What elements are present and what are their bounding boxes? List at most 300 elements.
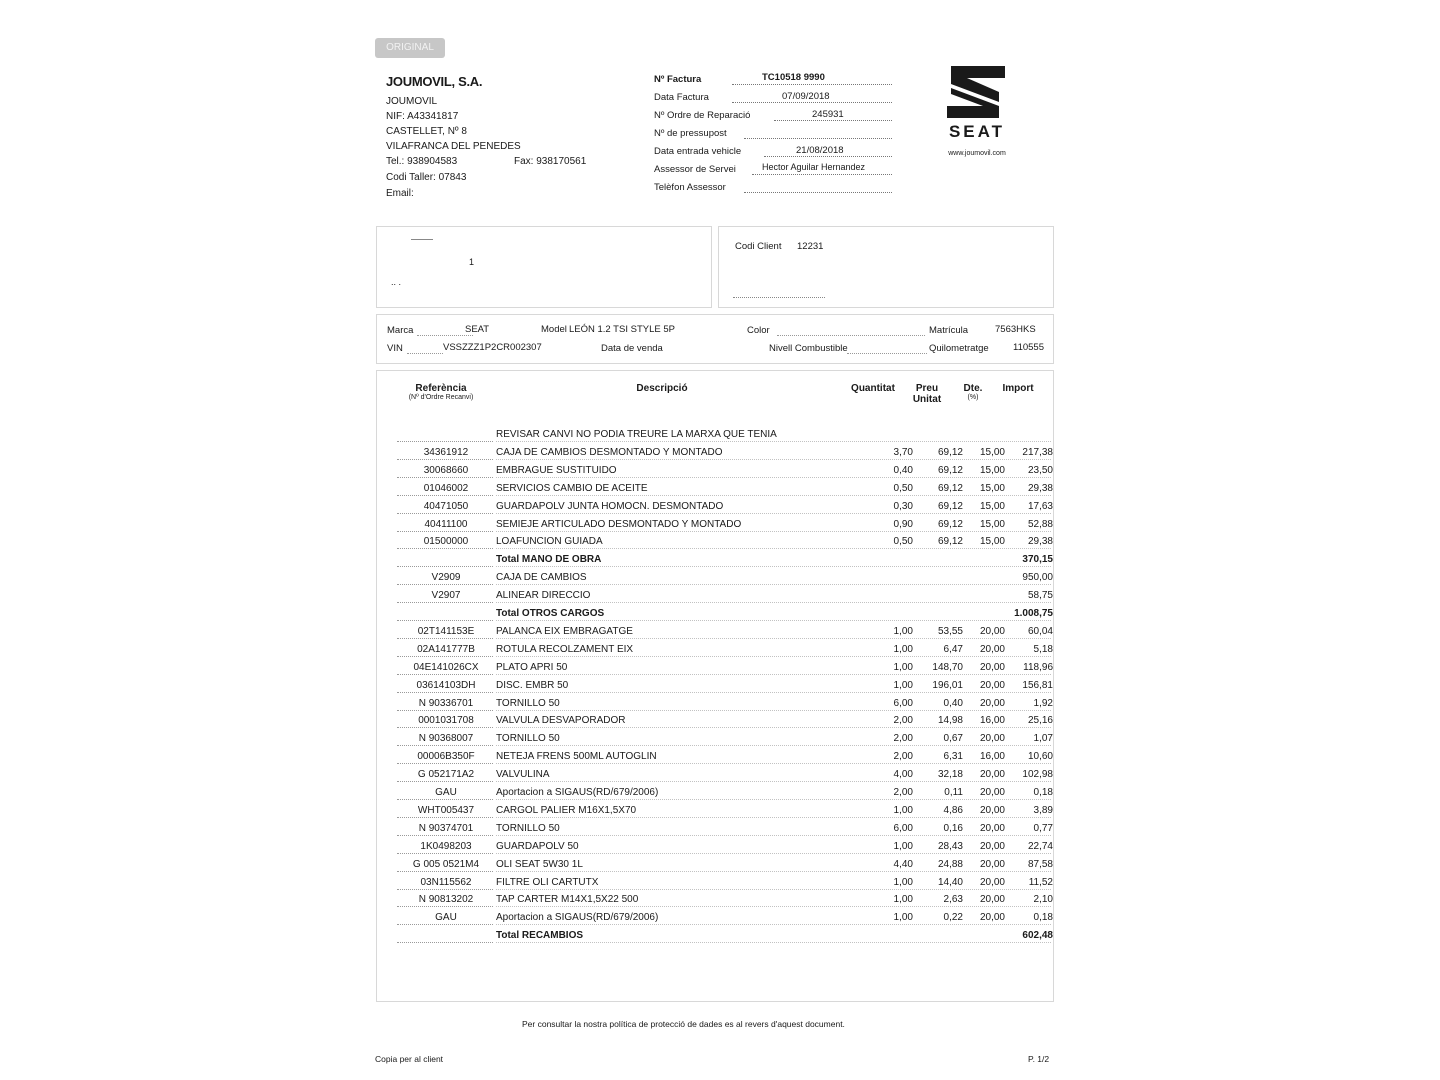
item-amount: 11,52 <box>1028 876 1053 888</box>
item-discount: 20,00 <box>979 643 1005 655</box>
meta-label: Telèfon Assessor <box>654 182 726 193</box>
col-header-reference-label: Referència <box>415 383 467 394</box>
line-items-table <box>376 370 1054 1002</box>
item-amount: 60,04 <box>1027 625 1053 637</box>
privacy-note: Per consultar la nostra política de protecció de dades es al revers d'aquest document. <box>522 1019 845 1029</box>
item-quantity: 1,00 <box>893 912 913 924</box>
item-description: PLATO APRI 50 <box>496 661 568 673</box>
row-divider-right <box>496 853 1051 854</box>
meta-dots <box>764 156 892 157</box>
row-divider-right <box>496 817 1051 818</box>
item-unit-price: 69,12 <box>937 536 963 548</box>
item-description: TAP CARTER M14X1,5X22 500 <box>496 894 639 906</box>
item-reference: 03614103DH <box>416 679 476 691</box>
item-unit-price: 69,12 <box>937 482 963 494</box>
row-divider-right <box>496 745 1051 746</box>
item-quantity: 1,00 <box>893 661 913 673</box>
item-description: CAJA DE CAMBIOS DESMONTADO Y MONTADO <box>496 446 723 458</box>
item-reference: V2907 <box>431 590 461 602</box>
item-description: Total MANO DE OBRA <box>496 554 602 566</box>
table-row <box>391 875 1057 893</box>
item-reference: 02T141153E <box>417 625 475 637</box>
item-reference: 02A141777B <box>417 643 475 655</box>
row-divider-left <box>397 817 493 818</box>
vehicle-mileage-label: Quilometratge <box>929 343 989 354</box>
item-description: CARGOL PALIER M16X1,5X70 <box>496 804 637 816</box>
vehicle-box <box>376 314 1054 364</box>
item-unit-price: 28,43 <box>937 840 963 852</box>
row-divider-right <box>496 710 1051 711</box>
item-quantity: 0,50 <box>893 536 913 548</box>
item-amount: 3,89 <box>1033 804 1053 816</box>
item-reference: G 052171A2 <box>417 769 475 781</box>
client-address-box: 1 .. . <box>376 226 712 308</box>
item-quantity: 2,00 <box>893 715 913 727</box>
row-divider-right <box>496 441 1051 442</box>
item-discount: 20,00 <box>979 787 1005 798</box>
item-quantity: 1,00 <box>893 804 913 816</box>
row-divider-right <box>496 531 1051 532</box>
row-divider-left <box>397 710 493 711</box>
item-quantity: 1,00 <box>893 876 913 888</box>
item-description: LOAFUNCION GUIADA <box>496 536 603 548</box>
item-unit-price: 0,16 <box>943 822 963 834</box>
item-discount: 15,00 <box>979 482 1005 494</box>
item-description: VALVULA DESVAPORADOR <box>496 715 626 727</box>
item-unit-price: 4,86 <box>943 804 963 816</box>
item-discount: 20,00 <box>979 679 1005 691</box>
col-header-discount-label: Dte. <box>963 383 983 394</box>
row-divider-left <box>397 889 493 890</box>
item-reference: 40411100 <box>424 518 468 530</box>
table-total-row <box>391 606 1057 624</box>
item-discount: 15,00 <box>979 446 1005 458</box>
table-row <box>391 588 1057 606</box>
item-reference: WHT005437 <box>417 804 475 816</box>
row-divider-right <box>496 602 1051 603</box>
col-header-reference <box>391 383 491 402</box>
table-row <box>391 463 1057 481</box>
row-divider-right <box>496 638 1051 639</box>
item-discount: 20,00 <box>979 625 1005 637</box>
item-quantity: 4,00 <box>893 769 913 781</box>
repair-order-number: 245931 <box>812 109 844 120</box>
table-row <box>391 857 1057 875</box>
row-divider-left <box>397 459 493 460</box>
item-reference: 1K0498203 <box>420 840 472 852</box>
table-row <box>391 713 1057 731</box>
vehicle-sale-date-label: Data de venda <box>601 343 663 354</box>
vehicle-vin-label: VIN <box>387 343 403 354</box>
col-header-description: Descripció <box>636 383 688 394</box>
company-address: CASTELLET, Nº 8 <box>386 126 467 137</box>
vehicle-vin: VSSZZZ1P2CR002307 <box>443 342 542 353</box>
row-divider-left <box>397 477 493 478</box>
meta-dots <box>744 138 892 139</box>
company-city: VILAFRANCA DEL PENEDES <box>386 141 521 152</box>
table-row <box>391 839 1057 857</box>
invoice-page <box>372 34 1062 1074</box>
item-amount: 52,88 <box>1027 518 1053 530</box>
col-header-discount <box>955 383 991 402</box>
company-name: JOUMOVIL, S.A. <box>386 74 483 89</box>
item-unit-price: 2,63 <box>943 894 963 906</box>
row-divider-left <box>397 531 493 532</box>
row-divider-right <box>496 692 1051 693</box>
item-reference: 03N115562 <box>420 876 472 888</box>
item-discount: 20,00 <box>979 912 1005 924</box>
item-reference: 04E141026CX <box>413 661 479 673</box>
meta-label: Data entrada vehicle <box>654 146 742 157</box>
item-discount: 20,00 <box>979 876 1005 888</box>
item-quantity: 4,40 <box>893 858 913 870</box>
item-amount: 950,00 <box>1022 572 1053 584</box>
item-description: ROTULA RECOLZAMENT EIX <box>496 643 634 655</box>
item-quantity: 6,00 <box>893 822 913 834</box>
item-description: NETEJA FRENS 500ML AUTOGLIN <box>496 751 657 763</box>
brand-url[interactable]: www.joumovil.com <box>948 150 1006 157</box>
item-unit-price: 24,88 <box>937 858 963 870</box>
item-description: GUARDAPOLV 50 <box>496 840 579 852</box>
item-amount: 29,38 <box>1027 536 1053 548</box>
item-reference: G 005 0521M4 <box>412 858 480 870</box>
item-description: Total OTROS CARGOS <box>496 608 605 619</box>
row-divider-left <box>397 441 493 442</box>
item-reference: GAU <box>435 787 457 798</box>
meta-label: Assessor de Servei <box>654 164 736 175</box>
vehicle-model: LEÓN 1.2 TSI STYLE 5P <box>569 324 675 335</box>
item-amount: 25,16 <box>1027 715 1053 727</box>
copy-label: Copia per al client <box>375 1054 444 1064</box>
seat-logo <box>927 64 1027 157</box>
item-discount: 15,00 <box>979 536 1005 548</box>
row-divider-left <box>397 602 493 603</box>
item-quantity: 1,00 <box>893 679 913 691</box>
col-header-reference-sub: (Nº d'Ordre Recanvi) <box>408 394 474 401</box>
table-row <box>391 767 1057 785</box>
item-unit-price: 196,01 <box>932 679 963 691</box>
row-divider-right <box>496 584 1051 585</box>
company-workshop-code: Codi Taller: 07843 <box>386 172 467 183</box>
service-advisor: Hector Aguilar Hernandez <box>762 162 866 172</box>
row-divider-right <box>496 656 1051 657</box>
item-discount: 16,00 <box>979 751 1005 763</box>
table-row <box>391 624 1057 642</box>
item-amount: 22,74 <box>1027 840 1053 852</box>
item-amount: 370,15 <box>1022 554 1053 566</box>
item-unit-price: 0,11 <box>944 787 963 798</box>
table-row <box>391 534 1057 552</box>
item-description: TORNILLO 50 <box>496 697 560 709</box>
row-divider-left <box>397 674 493 675</box>
item-description: REVISAR CANVI NO PODIA TREURE LA MARXA QUE TENIA <box>496 429 777 440</box>
row-divider-left <box>397 871 493 872</box>
vehicle-plate: 7563HKS <box>995 324 1036 335</box>
row-divider-left <box>397 584 493 585</box>
item-amount: 1,07 <box>1033 733 1053 745</box>
row-divider-right <box>496 871 1051 872</box>
table-row <box>391 445 1057 463</box>
item-description: TORNILLO 50 <box>496 733 560 745</box>
row-divider-left <box>397 727 493 728</box>
item-description: OLI SEAT 5W30 1L <box>496 858 583 870</box>
meta-dots <box>752 174 892 175</box>
item-amount: 0,18 <box>1033 787 1053 798</box>
item-unit-price: 0,40 <box>943 697 963 709</box>
vehicle-mileage: 110555 <box>1013 342 1044 353</box>
table-row <box>391 481 1057 499</box>
row-divider-right <box>496 620 1051 621</box>
item-discount: 16,00 <box>979 715 1005 727</box>
table-row <box>391 427 1057 445</box>
item-unit-price: 69,12 <box>937 464 963 476</box>
row-divider-right <box>496 495 1051 496</box>
item-description: SERVICIOS CAMBIO DE ACEITE <box>496 482 648 494</box>
table-row <box>391 910 1057 928</box>
row-divider-left <box>397 566 493 567</box>
item-quantity: 0,50 <box>893 482 913 494</box>
table-total-row <box>391 928 1057 946</box>
item-reference: N 90368007 <box>418 733 474 745</box>
row-divider-right <box>496 513 1051 514</box>
row-divider-left <box>397 548 493 549</box>
item-discount: 20,00 <box>979 661 1005 673</box>
item-description: EMBRAGUE SUSTITUIDO <box>496 464 617 476</box>
table-row <box>391 749 1057 767</box>
item-reference: 01046002 <box>423 482 469 494</box>
row-divider-left <box>397 799 493 800</box>
item-discount: 20,00 <box>979 822 1005 834</box>
table-row <box>391 678 1057 696</box>
meta-label: Data Factura <box>654 92 709 103</box>
item-amount: 58,75 <box>1027 590 1053 602</box>
item-amount: 10,60 <box>1027 751 1053 763</box>
item-unit-price: 6,47 <box>943 643 963 655</box>
client-code-label: Codi Client <box>735 241 782 252</box>
item-description: CAJA DE CAMBIOS <box>496 572 587 584</box>
item-description: ALINEAR DIRECCIO <box>496 590 591 602</box>
col-header-unit-price: Preu Unitat <box>912 383 942 405</box>
row-divider-left <box>397 906 493 907</box>
company-line: JOUMOVIL <box>386 96 438 107</box>
table-row <box>391 803 1057 821</box>
vehicle-make-label: Marca <box>387 325 414 336</box>
item-quantity: 0,30 <box>893 500 913 512</box>
item-reference: 40471050 <box>423 500 469 512</box>
vehicle-color-label: Color <box>747 325 770 336</box>
item-reference: N 90813202 <box>418 894 474 906</box>
item-unit-price: 148,70 <box>932 661 963 673</box>
item-amount: 23,50 <box>1027 464 1053 476</box>
item-quantity: 1,00 <box>893 894 913 906</box>
item-description: Total RECAMBIOS <box>496 930 584 942</box>
row-divider-right <box>496 781 1051 782</box>
row-divider-left <box>397 638 493 639</box>
page-number: P. 1/2 <box>1028 1054 1050 1064</box>
item-unit-price: 69,12 <box>937 446 963 458</box>
row-divider-left <box>397 620 493 621</box>
item-amount: 1,92 <box>1033 697 1053 709</box>
meta-label: Nº Ordre de Reparació <box>654 110 751 121</box>
item-amount: 0,18 <box>1033 912 1053 924</box>
row-divider-left <box>397 781 493 782</box>
item-amount: 156,81 <box>1022 679 1053 691</box>
item-quantity: 0,40 <box>893 464 913 476</box>
meta-label: Nº de pressupost <box>654 128 727 139</box>
item-quantity: 6,00 <box>893 697 913 709</box>
meta-label: Nº Factura <box>654 74 702 85</box>
item-quantity: 2,00 <box>893 733 913 745</box>
item-amount: 217,38 <box>1022 446 1053 458</box>
item-description: VALVULINA <box>496 769 550 781</box>
row-divider-right <box>496 924 1051 925</box>
item-amount: 87,58 <box>1027 858 1053 870</box>
item-quantity: 2,00 <box>893 751 913 763</box>
item-reference: GAU <box>435 912 457 924</box>
company-fax: Fax: 938170561 <box>514 156 587 167</box>
meta-dots <box>774 120 892 121</box>
table-row <box>391 660 1057 678</box>
item-discount: 15,00 <box>979 500 1005 512</box>
invoice-number: TC10518 9990 <box>762 72 825 83</box>
item-discount: 20,00 <box>979 894 1005 906</box>
vehicle-make: SEAT <box>465 324 490 335</box>
table-total-row <box>391 552 1057 570</box>
vehicle-entry-date: 21/08/2018 <box>796 145 844 156</box>
item-reference: V2909 <box>431 572 461 584</box>
row-divider-left <box>397 763 493 764</box>
meta-dots <box>732 84 892 85</box>
row-divider-right <box>496 835 1051 836</box>
row-divider-right <box>496 889 1051 890</box>
col-header-quantity: Quantitat <box>851 383 895 394</box>
item-discount: 20,00 <box>979 840 1005 852</box>
row-divider-left <box>397 745 493 746</box>
row-divider-left <box>397 656 493 657</box>
item-description: Aportacion a SIGAUS(RD/679/2006) <box>496 912 659 924</box>
item-unit-price: 69,12 <box>937 518 963 530</box>
row-divider-right <box>496 942 1051 943</box>
item-description: TORNILLO 50 <box>496 822 560 834</box>
item-amount: 2,10 <box>1033 894 1053 906</box>
row-divider-left <box>397 495 493 496</box>
item-discount: 15,00 <box>979 464 1005 476</box>
col-header-discount-sub: (%) <box>967 394 979 401</box>
company-phone: Tel.: 938904583 <box>386 156 458 167</box>
item-discount: 15,00 <box>979 518 1005 530</box>
vehicle-plate-label: Matrícula <box>929 325 969 336</box>
item-discount: 20,00 <box>979 769 1005 781</box>
item-reference: 34361912 <box>423 446 469 458</box>
row-divider-left <box>397 924 493 925</box>
item-unit-price: 0,22 <box>943 912 963 924</box>
item-amount: 102,98 <box>1022 769 1053 781</box>
row-divider-left <box>397 942 493 943</box>
item-amount: 1.008,75 <box>1014 608 1053 619</box>
item-unit-price: 14,40 <box>937 876 963 888</box>
item-discount: 20,00 <box>979 804 1005 816</box>
item-description: PALANCA EIX EMBRAGATGE <box>496 625 633 637</box>
table-row <box>391 499 1057 517</box>
item-discount: 20,00 <box>979 733 1005 745</box>
table-row <box>391 821 1057 839</box>
item-unit-price: 69,12 <box>937 500 963 512</box>
table-row <box>391 517 1057 535</box>
item-quantity: 2,00 <box>893 787 913 798</box>
item-unit-price: 6,31 <box>943 751 963 763</box>
item-amount: 17,63 <box>1027 500 1053 512</box>
item-reference: N 90336701 <box>418 697 474 709</box>
row-divider-right <box>496 674 1051 675</box>
item-amount: 29,38 <box>1027 482 1053 494</box>
row-divider-left <box>397 853 493 854</box>
original-stamp: ORIGINAL <box>375 38 445 58</box>
item-quantity: 0,90 <box>893 518 913 530</box>
item-quantity: 1,00 <box>893 643 913 655</box>
item-reference: 00006B350F <box>417 751 475 763</box>
vehicle-fuel-label: Nivell Combustible <box>769 343 848 354</box>
item-description: SEMIEJE ARTICULADO DESMONTADO Y MONTADO <box>496 518 742 530</box>
item-unit-price: 14,98 <box>937 715 963 727</box>
table-row <box>391 570 1057 588</box>
item-discount: 20,00 <box>979 697 1005 709</box>
row-divider-right <box>496 906 1051 907</box>
item-amount: 0,77 <box>1033 822 1053 834</box>
item-description: Aportacion a SIGAUS(RD/679/2006) <box>496 787 659 798</box>
invoice-date: 07/09/2018 <box>782 91 830 102</box>
item-reference: 0001031708 <box>418 715 474 727</box>
row-divider-right <box>496 727 1051 728</box>
client-code: 12231 <box>797 241 824 252</box>
item-discount: 20,00 <box>979 858 1005 870</box>
client-code-box <box>718 226 1054 308</box>
meta-dots <box>732 102 892 103</box>
table-row <box>391 892 1057 910</box>
item-unit-price: 0,67 <box>943 733 963 745</box>
row-divider-right <box>496 566 1051 567</box>
row-divider-right <box>496 477 1051 478</box>
table-row <box>391 785 1057 803</box>
item-amount: 118,96 <box>1023 661 1053 673</box>
item-amount: 5,18 <box>1033 643 1053 655</box>
row-divider-left <box>397 692 493 693</box>
meta-dots <box>744 192 892 193</box>
row-divider-right <box>496 763 1051 764</box>
item-unit-price: 32,18 <box>937 769 963 781</box>
company-nif: NIF: A43341817 <box>386 111 459 122</box>
col-header-amount: Import <box>1002 383 1034 394</box>
item-quantity: 3,70 <box>893 446 913 458</box>
row-divider-right <box>496 459 1051 460</box>
table-row <box>391 696 1057 714</box>
company-email: Email: <box>386 188 414 199</box>
item-quantity: 1,00 <box>893 625 913 637</box>
item-quantity: 1,00 <box>893 840 913 852</box>
item-description: DISC. EMBR 50 <box>496 679 569 691</box>
item-description: GUARDAPOLV JUNTA HOMOCN. DESMONTADO <box>496 500 724 512</box>
row-divider-left <box>397 513 493 514</box>
item-amount: 602,48 <box>1022 930 1053 942</box>
item-reference: 01500000 <box>423 536 469 548</box>
vehicle-model-label: Model <box>541 324 567 335</box>
brand-wordmark: SEAT <box>948 122 1006 141</box>
table-row <box>391 642 1057 660</box>
item-reference: 30068660 <box>423 464 469 476</box>
item-unit-price: 53,55 <box>937 625 963 637</box>
row-divider-right <box>496 799 1051 800</box>
row-divider-right <box>496 548 1051 549</box>
row-divider-left <box>397 835 493 836</box>
